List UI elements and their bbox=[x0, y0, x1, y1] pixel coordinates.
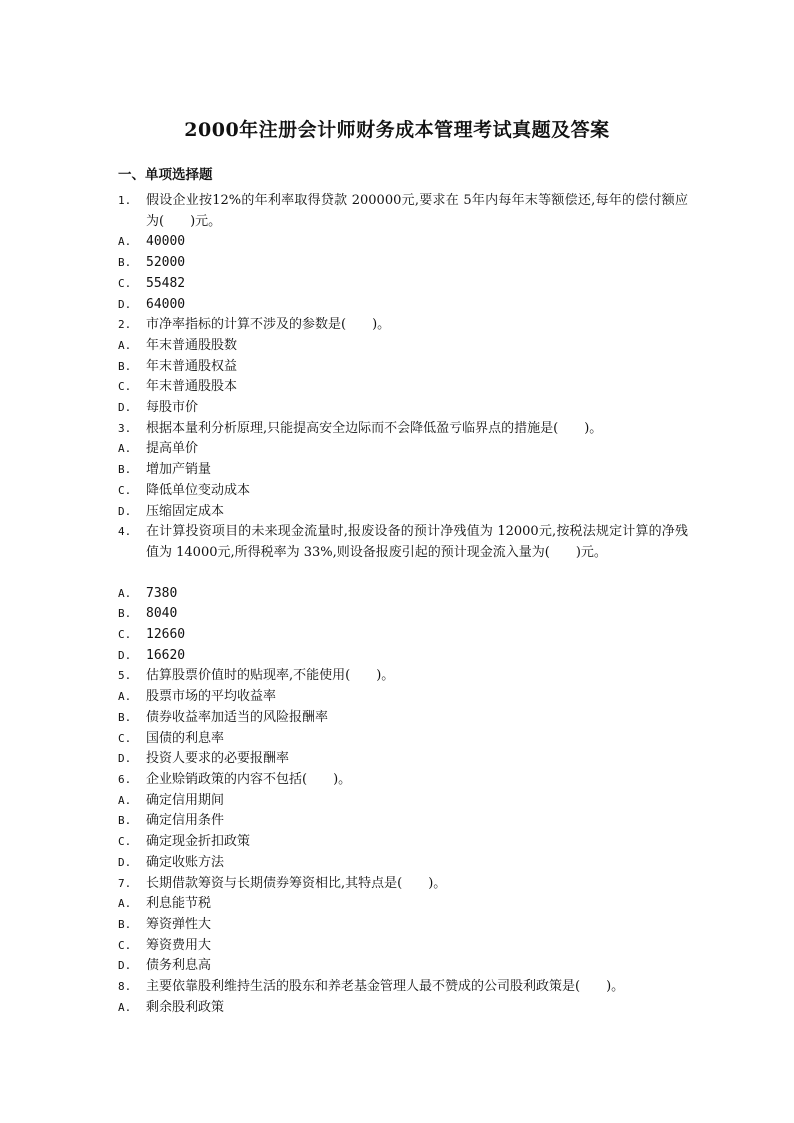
option-text: 年末普通股权益 bbox=[146, 358, 238, 374]
question-text: 长期借款筹资与长期债券筹资相比,其特点是( )。 bbox=[146, 875, 447, 891]
question bbox=[118, 315, 688, 336]
option-label: A. bbox=[118, 338, 132, 352]
option-label: D. bbox=[118, 401, 132, 415]
option bbox=[118, 232, 688, 253]
option-label: C. bbox=[118, 938, 132, 952]
option-label: D. bbox=[118, 297, 132, 311]
option bbox=[118, 915, 688, 936]
question-text: 主要依靠股利维持生活的股东和养老基金管理人最不赞成的公司股利政策是( )。 bbox=[146, 979, 625, 995]
option-text: 确定收账方法 bbox=[146, 854, 225, 870]
option-text: 8040 bbox=[146, 606, 178, 622]
option bbox=[118, 295, 688, 316]
option bbox=[118, 460, 688, 481]
option-label: D. bbox=[118, 752, 132, 766]
option-text: 降低单位变动成本 bbox=[146, 482, 251, 498]
option bbox=[118, 357, 688, 378]
option bbox=[118, 729, 688, 750]
section-heading: 一、单项选择题 bbox=[118, 167, 213, 183]
option bbox=[118, 502, 688, 523]
option-label: C. bbox=[118, 628, 132, 642]
option-text: 55482 bbox=[146, 275, 186, 291]
option-label: D. bbox=[118, 648, 132, 662]
question bbox=[118, 977, 688, 998]
option-label: C. bbox=[118, 276, 132, 290]
option-label: B. bbox=[118, 607, 132, 621]
option-label: B. bbox=[118, 463, 132, 477]
option-label: D. bbox=[118, 855, 132, 869]
option bbox=[118, 274, 688, 295]
option bbox=[118, 336, 688, 357]
option bbox=[118, 998, 688, 1019]
question-number: 3. bbox=[118, 421, 132, 435]
question bbox=[118, 770, 688, 791]
option-text: 剩余股利政策 bbox=[146, 999, 225, 1015]
option bbox=[118, 253, 688, 274]
option-text: 确定信用期间 bbox=[146, 792, 225, 808]
question-text: 市净率指标的计算不涉及的参数是( )。 bbox=[146, 317, 391, 333]
option-text: 年末普通股股本 bbox=[146, 379, 238, 395]
option-text: 增加产销量 bbox=[146, 462, 212, 478]
option bbox=[118, 749, 688, 770]
option-text: 压缩固定成本 bbox=[146, 503, 225, 519]
option-text: 64000 bbox=[146, 296, 186, 312]
option bbox=[118, 791, 688, 812]
option-label: A. bbox=[118, 690, 132, 704]
question-number: 5. bbox=[118, 669, 132, 683]
option-text: 投资人要求的必要报酬率 bbox=[146, 751, 290, 767]
option bbox=[118, 853, 688, 874]
option bbox=[118, 584, 688, 605]
option-label: A. bbox=[118, 235, 132, 249]
question-number: 8. bbox=[118, 980, 132, 994]
question bbox=[118, 191, 688, 232]
option-label: A. bbox=[118, 442, 132, 456]
question-number: 4. bbox=[118, 525, 132, 539]
option-label: B. bbox=[118, 814, 132, 828]
option bbox=[118, 398, 688, 419]
option-text: 债务利息高 bbox=[146, 958, 212, 974]
option-label: B. bbox=[118, 359, 132, 373]
blank-line bbox=[118, 564, 688, 584]
question-text: 估算股票价值时的贴现率,不能使用( )。 bbox=[146, 668, 395, 684]
option-label: B. bbox=[118, 710, 132, 724]
option-label: A. bbox=[118, 1000, 132, 1014]
option-text: 52000 bbox=[146, 255, 186, 271]
option bbox=[118, 481, 688, 502]
page-title: 2000年注册会计师财务成本管理考试真题及答案 bbox=[184, 119, 610, 141]
option-text: 筹资费用大 bbox=[146, 937, 212, 953]
option-text: 确定信用条件 bbox=[146, 813, 225, 829]
option-label: A. bbox=[118, 897, 132, 911]
option bbox=[118, 956, 688, 977]
question-text: 在计算投资项目的未来现金流量时,报废设备的预计净残值为 12000元,按税法规定计算的净残值为 14000元,所得税率为 33%,则设备报废引起的预计现金流入量为( )元。 bbox=[146, 524, 688, 560]
option-label: C. bbox=[118, 835, 132, 849]
question-number: 6. bbox=[118, 772, 132, 786]
option-text: 16620 bbox=[146, 647, 186, 663]
question-text: 假设企业按12%的年利率取得贷款 200000元,要求在 5年内每年末等额偿还,每年的偿付额应为( )元。 bbox=[146, 193, 688, 229]
question-list bbox=[118, 191, 688, 1018]
question-text: 企业赊销政策的内容不包括( )。 bbox=[146, 771, 352, 787]
option bbox=[118, 936, 688, 957]
question-number: 7. bbox=[118, 876, 132, 890]
option-text: 40000 bbox=[146, 234, 186, 250]
option bbox=[118, 377, 688, 398]
option bbox=[118, 708, 688, 729]
option-label: B. bbox=[118, 917, 132, 931]
option bbox=[118, 811, 688, 832]
option bbox=[118, 625, 688, 646]
option-text: 国债的利息率 bbox=[146, 730, 225, 746]
option-text: 利息能节税 bbox=[146, 896, 212, 912]
option-label: B. bbox=[118, 256, 132, 270]
option bbox=[118, 832, 688, 853]
option-label: D. bbox=[118, 504, 132, 518]
option-text: 7380 bbox=[146, 585, 178, 601]
option-text: 筹资弹性大 bbox=[146, 916, 212, 932]
option bbox=[118, 439, 688, 460]
option-text: 股票市场的平均收益率 bbox=[146, 689, 277, 705]
question bbox=[118, 874, 688, 895]
option-text: 债券收益率加适当的风险报酬率 bbox=[146, 709, 329, 725]
option bbox=[118, 604, 688, 625]
option-text: 12660 bbox=[146, 627, 186, 643]
question bbox=[118, 666, 688, 687]
option-label: A. bbox=[118, 793, 132, 807]
option-text: 确定现金折扣政策 bbox=[146, 834, 251, 850]
question-number: 2. bbox=[118, 318, 132, 332]
option-label: C. bbox=[118, 731, 132, 745]
question-text: 根据本量利分析原理,只能提高安全边际而不会降低盈亏临界点的措施是( )。 bbox=[146, 420, 603, 436]
option-label: C. bbox=[118, 380, 132, 394]
question-number: 1. bbox=[118, 194, 132, 207]
option-text: 提高单价 bbox=[146, 441, 199, 457]
option bbox=[118, 646, 688, 667]
question bbox=[118, 419, 688, 440]
option bbox=[118, 894, 688, 915]
option bbox=[118, 687, 688, 708]
option-label: D. bbox=[118, 959, 132, 973]
option-label: A. bbox=[118, 586, 132, 600]
option-text: 年末普通股股数 bbox=[146, 337, 238, 353]
question bbox=[118, 522, 688, 563]
option-label: C. bbox=[118, 483, 132, 497]
option-text: 每股市价 bbox=[146, 400, 199, 416]
